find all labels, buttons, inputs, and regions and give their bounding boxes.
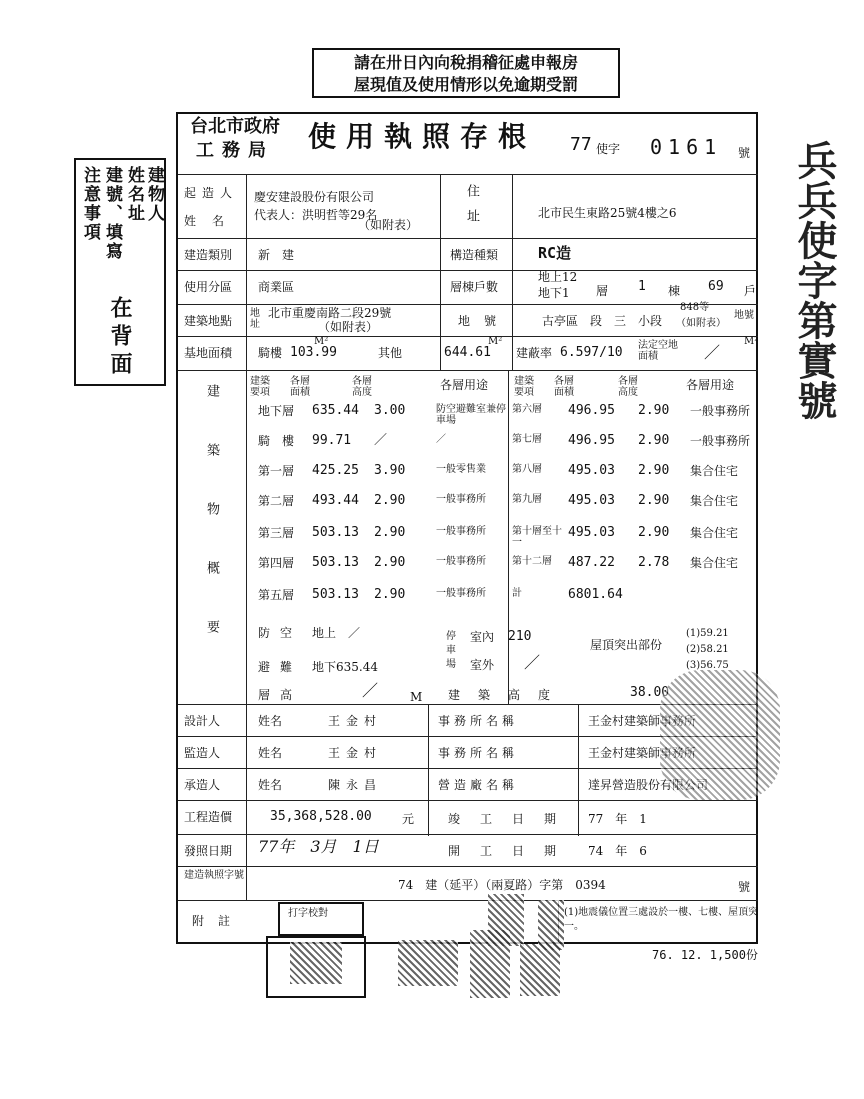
zone-value: 商業區 xyxy=(258,280,295,294)
permit-number: 0161 xyxy=(650,135,723,159)
floor-right-height: 2.90 xyxy=(638,463,670,478)
parking-label: 停車場 xyxy=(446,631,456,670)
left-header-item: 建築要項 xyxy=(250,376,270,398)
storey-height-label: 層高 xyxy=(258,688,303,702)
right-header-use: 各層用途 xyxy=(686,378,735,392)
floor-left-use: 一般零售業 xyxy=(436,464,486,475)
applicant-label-1: 起造人 xyxy=(184,186,239,200)
refuge-label: 避難 xyxy=(258,660,303,674)
air-defense-label: 防空 xyxy=(258,626,303,640)
lot-suffix: 地號 xyxy=(734,310,754,321)
right-header-item: 建築要項 xyxy=(514,376,534,398)
build-type: 新 建 xyxy=(258,248,295,262)
applicant-address: 北市民生東路25號4樓之6 xyxy=(538,206,677,220)
floor-right-name: 第十層至十一 xyxy=(512,526,562,548)
form-code: 76. 12. 1,500份 xyxy=(652,948,758,962)
structure-type: RC造 xyxy=(538,244,572,262)
arcade-area: 103.99 xyxy=(290,345,337,360)
floor-right-use: 集合住宅 xyxy=(690,494,739,508)
other-area: 644.61 xyxy=(444,345,491,360)
completion-date: 77 年 1 xyxy=(588,812,647,826)
air-defense-value: 地上 ／ xyxy=(312,626,361,640)
official-stamp-2 xyxy=(538,900,564,950)
floor-right-use: 集合住宅 xyxy=(690,556,739,570)
building-unit: 棟 xyxy=(668,284,681,298)
floor-left-height: 3.90 xyxy=(374,463,406,478)
floor-right-area: 495.03 xyxy=(568,493,615,508)
page-title: 使用執照存根 xyxy=(308,120,537,153)
issuer-line-2: 工務局 xyxy=(196,140,274,161)
cost-label: 工程造價 xyxy=(184,810,233,824)
floor-right-area: 495.03 xyxy=(568,525,615,540)
building-count: 1 xyxy=(638,279,646,294)
storey-height-unit: M xyxy=(410,690,423,704)
left-header-area: 各層面積 xyxy=(290,376,310,398)
designer-office: 王金村建築師事務所 xyxy=(588,714,697,728)
household-unit: 戶 xyxy=(744,284,757,298)
floor-left-name: 地下層 xyxy=(258,404,295,418)
floor-right-height: 2.90 xyxy=(638,525,670,540)
signature-mark-1 xyxy=(398,940,458,986)
building-summary-label: 建築物概要 xyxy=(204,384,219,679)
floor-right-name: 第七層 xyxy=(512,434,542,445)
right-header-area: 各層面積 xyxy=(554,376,574,398)
right-header-height: 各層高度 xyxy=(618,376,638,398)
area-label: 基地面積 xyxy=(184,346,233,360)
contractor-office-label: 營造廠名稱 xyxy=(438,778,519,792)
issuer-line-1: 台北市政府 xyxy=(190,116,280,137)
signature-mark-2 xyxy=(470,930,510,998)
floor-right-area: 496.95 xyxy=(568,433,615,448)
floor-left-height: 2.90 xyxy=(374,555,406,570)
floor-left-height: 3.00 xyxy=(374,403,406,418)
legal-space-value: ／ xyxy=(704,343,721,362)
applicant-name: 慶安建設股份有限公司 xyxy=(254,190,375,204)
parking-indoor-label: 室內 xyxy=(470,630,495,644)
left-note-box xyxy=(74,158,166,386)
floor-left-height: ／ xyxy=(374,433,388,448)
floor-left-area: 635.44 xyxy=(312,403,359,418)
floor-right-height: 2.90 xyxy=(638,403,670,418)
floor-right-height: 2.78 xyxy=(638,555,670,570)
parking-outdoor-value: ／ xyxy=(524,653,541,672)
roof-value-1: (1)59.21 xyxy=(686,628,729,639)
floor-left-name: 第一層 xyxy=(258,464,295,478)
floor-left-name: 第二層 xyxy=(258,494,295,508)
household-count: 69 xyxy=(708,279,724,294)
permit-ref-label: 建造執照字號 xyxy=(184,870,244,881)
supervisor-name-label: 姓名 xyxy=(258,746,283,760)
completion-label: 竣工日期 xyxy=(448,812,577,826)
floor-left-use: 一般事務所 xyxy=(436,588,486,599)
right-strip-text: 兵兵使字第實號 xyxy=(791,140,838,420)
issue-date-label: 發照日期 xyxy=(184,844,233,858)
floor-right-use: 集合住宅 xyxy=(690,464,739,478)
lot-label: 地號 xyxy=(458,314,511,328)
applicant-attach: （如附表） xyxy=(358,218,419,232)
floor-right-use: 集合住宅 xyxy=(690,526,739,540)
floor-left-height: 2.90 xyxy=(374,587,406,602)
floor-left-use: 防空避難室兼停車場 xyxy=(436,404,506,426)
designer-label: 設計人 xyxy=(184,714,221,728)
floor-right-area: 6801.64 xyxy=(568,587,623,602)
floor-left-name: 第五層 xyxy=(258,588,295,602)
supervisor-office: 王金村建築師事務所 xyxy=(588,746,697,760)
lot-attach: （如附表） xyxy=(676,318,726,329)
legal-space-label: 法定空地面積 xyxy=(638,340,678,362)
applicant-rep: 代表人：洪明哲等29名 xyxy=(254,208,378,222)
roof-label: 屋頂突出部份 xyxy=(590,638,663,652)
designer-office-label: 事務所名稱 xyxy=(438,714,519,728)
arcade-unit: M² xyxy=(314,336,329,347)
supervisor-office-label: 事務所名稱 xyxy=(438,746,519,760)
left-note-col-1: 建物人 xyxy=(144,166,164,223)
floors-label: 層棟戶數 xyxy=(450,280,499,294)
floor-left-name: 騎 樓 xyxy=(258,434,295,448)
floors-above: 地上12 xyxy=(538,270,578,284)
designer-name-label: 姓名 xyxy=(258,714,283,728)
floor-left-use: 一般事務所 xyxy=(436,526,486,537)
start-date-label: 開工日期 xyxy=(448,844,577,858)
floor-left-area: 503.13 xyxy=(312,525,359,540)
floor-left-name: 第三層 xyxy=(258,526,295,540)
left-note-col-3: 建號、填寫 xyxy=(102,166,122,261)
left-note-big: 在背面 xyxy=(107,296,133,380)
floor-right-name: 第八層 xyxy=(512,464,542,475)
applicant-label-2: 姓名 xyxy=(184,214,241,228)
issue-date: 77年 3月 1日 xyxy=(258,837,379,856)
floor-left-use: ／ xyxy=(436,434,446,445)
contractor-label: 承造人 xyxy=(184,778,221,792)
building-height-value: 38.00 xyxy=(630,685,670,700)
site-address: 北市重慶南路二段29號 xyxy=(268,306,392,320)
supervisor-name: 王金村 xyxy=(328,746,383,760)
site-label: 建築地點 xyxy=(184,314,233,328)
cost-unit: 元 xyxy=(402,812,415,826)
permit-number-suffix: 號 xyxy=(738,146,751,160)
floor-left-use: 一般事務所 xyxy=(436,556,486,567)
refuge-value: 地下635.44 xyxy=(312,660,378,674)
floor-right-height: 2.90 xyxy=(638,493,670,508)
floor-right-name: 計 xyxy=(512,588,522,599)
left-header-use: 各層用途 xyxy=(440,378,489,392)
floor-left-area: 425.25 xyxy=(312,463,359,478)
notes-label: 附註 xyxy=(192,914,245,928)
lot-number: 848等 xyxy=(680,302,710,313)
floor-unit: 層 xyxy=(596,284,609,298)
storey-height-value: ／ xyxy=(362,681,379,700)
floor-left-height: 2.90 xyxy=(374,493,406,508)
floor-right-use: 一般事務所 xyxy=(690,404,751,418)
address-label: 住址 xyxy=(464,184,479,234)
structure-label: 構造種類 xyxy=(450,248,499,262)
left-note-col-2: 姓名址 xyxy=(124,166,144,223)
site-attach: （如附表） xyxy=(318,320,379,334)
notice-line-1: 請在卅日內向稅捐稽征處申報房 xyxy=(353,53,578,72)
roof-value-2: (2)58.21 xyxy=(686,644,729,655)
smudged-seal xyxy=(660,670,780,800)
permit-ref-suffix: 號 xyxy=(738,880,751,894)
floors-below: 地下1 xyxy=(538,286,570,300)
floor-left-use: 一般事務所 xyxy=(436,494,486,505)
floor-left-area: 493.44 xyxy=(312,493,359,508)
other-unit: M² xyxy=(488,336,503,347)
legal-space-unit: M² xyxy=(744,336,759,347)
proof-box-label: 打字校對 xyxy=(288,908,328,919)
floor-left-name: 第四層 xyxy=(258,556,295,570)
notes-text: (1)地震儀位置三處設於一樓、七樓、屋頂突一。 xyxy=(564,907,759,932)
arcade-label: 騎樓 xyxy=(258,346,283,360)
permit-type: 使字 xyxy=(596,142,621,156)
floor-right-name: 第十二層 xyxy=(512,556,552,567)
build-type-label: 建造類別 xyxy=(184,248,233,262)
proof-signature-stamp xyxy=(290,942,342,984)
start-date: 74 年 6 xyxy=(588,844,647,858)
floor-left-area: 99.71 xyxy=(312,433,352,448)
left-note-col-4: 注意事項 xyxy=(80,166,100,242)
permit-year: 77 xyxy=(570,134,592,155)
contractor-name: 陳永昌 xyxy=(328,778,383,792)
contractor-office: 達昇營造股份有限公司 xyxy=(588,778,709,792)
floor-right-area: 495.03 xyxy=(568,463,615,478)
floor-right-name: 第九層 xyxy=(512,494,542,505)
signature-mark-3 xyxy=(520,944,560,996)
left-header-height: 各層高度 xyxy=(352,376,372,398)
cost-value: 35,368,528.00 xyxy=(270,809,372,824)
floor-right-area: 496.95 xyxy=(568,403,615,418)
site-sub-label: 地址 xyxy=(250,308,260,330)
roof-value-3: (3)56.75 xyxy=(686,660,729,671)
floor-left-area: 503.13 xyxy=(312,555,359,570)
lot-district: 古亭區 段 三 小段 xyxy=(542,314,663,328)
floor-left-height: 2.90 xyxy=(374,525,406,540)
building-height-label: 建築高度 xyxy=(448,688,569,702)
floor-right-use: 一般事務所 xyxy=(690,434,751,448)
coverage-value: 6.597/10 xyxy=(560,345,623,360)
floor-right-name: 第六層 xyxy=(512,404,542,415)
coverage-label: 建蔽率 xyxy=(516,346,553,360)
zone-label: 使用分區 xyxy=(184,280,233,294)
permit-document xyxy=(176,112,758,944)
other-label: 其他 xyxy=(378,346,403,360)
notice-line-2: 屋現值及使用情形以免逾期受罰 xyxy=(353,75,578,94)
floor-right-area: 487.22 xyxy=(568,555,615,570)
notice-box xyxy=(312,48,620,98)
floor-left-area: 503.13 xyxy=(312,587,359,602)
parking-indoor-value: 210 xyxy=(508,629,532,644)
floor-right-height: 2.90 xyxy=(638,433,670,448)
designer-name: 王金村 xyxy=(328,714,383,728)
parking-outdoor-label: 室外 xyxy=(470,658,495,672)
permit-ref-value: 74 建（延平）（兩夏路）字第 0394 xyxy=(398,878,606,892)
supervisor-label: 監造人 xyxy=(184,746,221,760)
proof-box xyxy=(278,902,364,936)
contractor-name-label: 姓名 xyxy=(258,778,283,792)
